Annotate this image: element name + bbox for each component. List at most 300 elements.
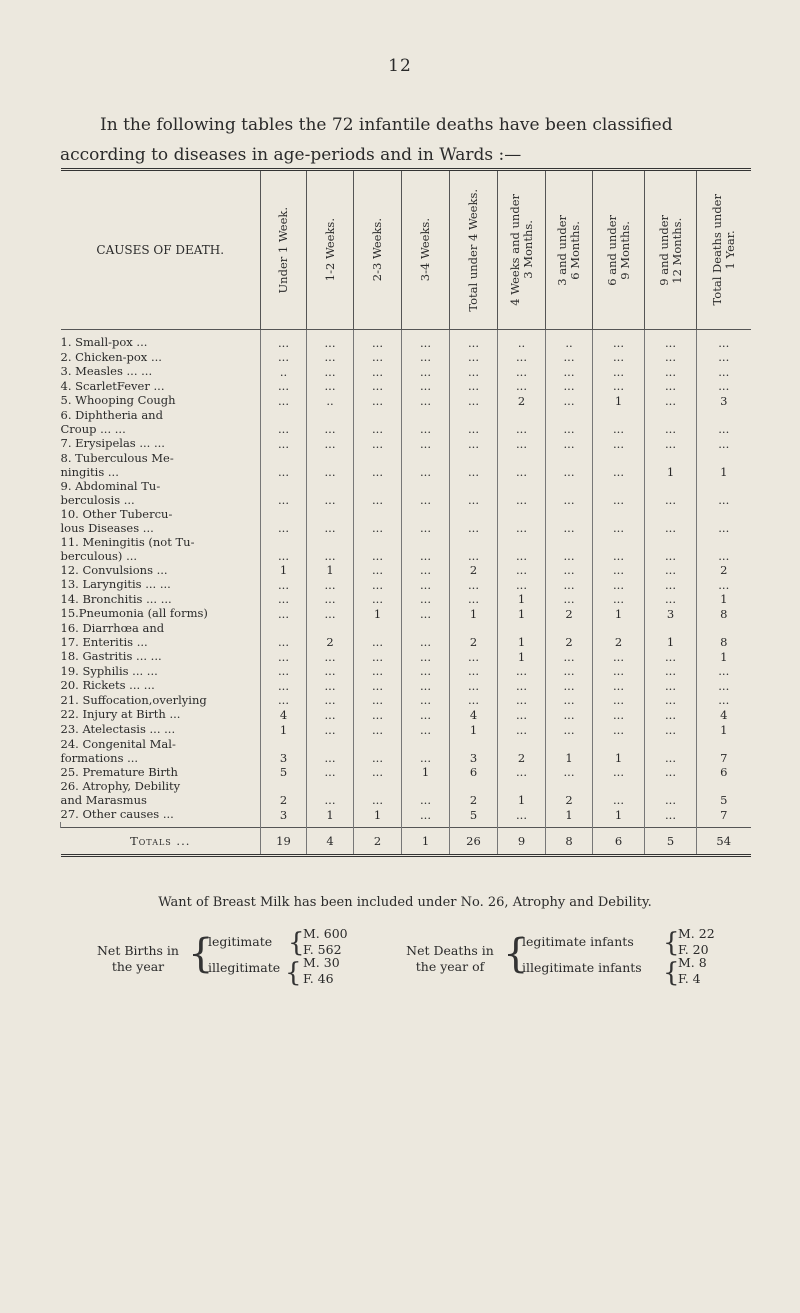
count-cell: ...: [261, 335, 307, 350]
count-cell: 1: [498, 592, 546, 607]
cause-cell: 11. Meningitis (not Tu- berculous) ...: [60, 534, 195, 563]
cause-cell: 26. Atrophy, Debility and Marasmus: [60, 779, 181, 808]
table-row: [61, 436, 751, 451]
header-row: [61, 170, 751, 330]
count-cell: ...: [450, 436, 498, 451]
count-cell: ...: [402, 649, 450, 664]
count-cell: 2: [546, 621, 593, 649]
count-cell: ...: [261, 577, 307, 592]
count-cell: ...: [645, 678, 697, 693]
count-cell: ...: [498, 577, 546, 592]
count-cell: ...: [697, 693, 751, 708]
count-cell: ...: [402, 678, 450, 693]
count-cell: 2: [450, 621, 498, 649]
count-cell: ...: [593, 436, 645, 451]
col-header: 6 and under 9 Months.: [593, 170, 645, 330]
births-legitimate-values: M. 600 F. 562: [303, 926, 348, 957]
count-cell: ...: [645, 364, 697, 379]
count-cell: ...: [402, 737, 450, 765]
cause-cell: 7. Erysipelas ... ...: [60, 435, 165, 450]
count-cell: 1: [307, 563, 354, 578]
count-cell: ...: [354, 364, 402, 379]
count-cell: ...: [261, 451, 307, 479]
total-cell: 54: [697, 827, 751, 855]
count-cell: ..: [261, 364, 307, 379]
count-cell: ...: [498, 436, 546, 451]
col-header: 2-3 Weeks.: [354, 170, 402, 330]
table-row: [61, 606, 751, 621]
count-cell: 1: [645, 621, 697, 649]
cause-cell: 4. ScarletFever ...: [60, 378, 165, 393]
births-illegitimate-values: M. 30 F. 46: [303, 955, 340, 986]
count-cell: ...: [645, 737, 697, 765]
cause-cell: 18. Gastritis ... ...: [60, 648, 162, 663]
count-cell: 1: [697, 722, 751, 737]
count-cell: ...: [402, 621, 450, 649]
count-cell: ...: [546, 722, 593, 737]
count-cell: ...: [593, 507, 645, 535]
count-cell: 1: [498, 621, 546, 649]
count-cell: ...: [593, 592, 645, 607]
cause-cell: 9. Abdominal Tu- berculosis ...: [60, 478, 161, 507]
count-cell: ...: [261, 693, 307, 708]
count-cell: ...: [546, 563, 593, 578]
count-cell: ...: [402, 592, 450, 607]
count-cell: ...: [546, 707, 593, 722]
totals-label: Totals ...: [61, 827, 261, 855]
count-cell: ...: [593, 649, 645, 664]
count-cell: ...: [593, 779, 645, 807]
table-row: [61, 364, 751, 379]
count-cell: ...: [593, 408, 645, 436]
count-cell: ...: [593, 335, 645, 350]
table-row: [61, 693, 751, 708]
count-cell: 1: [645, 451, 697, 479]
count-cell: ...: [402, 707, 450, 722]
count-cell: ...: [450, 664, 498, 679]
count-cell: ...: [261, 379, 307, 394]
count-cell: ...: [593, 350, 645, 365]
count-cell: ...: [498, 707, 546, 722]
count-cell: ...: [307, 649, 354, 664]
count-cell: ...: [307, 707, 354, 722]
count-cell: ...: [261, 621, 307, 649]
cause-cell: 19. Syphilis ... ...: [60, 663, 158, 678]
cause-cell: 14. Bronchitis ... ...: [60, 591, 172, 606]
net-births-label: Net Births in the year: [96, 943, 179, 974]
total-cell: 1: [402, 827, 450, 855]
count-cell: ...: [645, 722, 697, 737]
count-cell: ...: [645, 664, 697, 679]
count-cell: ...: [546, 765, 593, 780]
col-header: 1-2 Weeks.: [307, 170, 354, 330]
count-cell: ...: [402, 807, 450, 822]
count-cell: ...: [450, 535, 498, 563]
count-cell: ...: [354, 451, 402, 479]
count-cell: ...: [498, 765, 546, 780]
count-cell: ...: [645, 535, 697, 563]
count-cell: 2: [307, 621, 354, 649]
count-cell: ...: [450, 408, 498, 436]
count-cell: ...: [307, 408, 354, 436]
count-cell: ...: [261, 592, 307, 607]
count-cell: ...: [450, 335, 498, 350]
count-cell: ...: [546, 379, 593, 394]
table-row: [61, 563, 751, 578]
count-cell: ...: [450, 678, 498, 693]
count-cell: ...: [307, 592, 354, 607]
total-cell: 6: [593, 827, 645, 855]
count-cell: ...: [645, 707, 697, 722]
count-cell: 1: [546, 807, 593, 822]
count-cell: 1: [261, 563, 307, 578]
count-cell: ...: [546, 393, 593, 408]
count-cell: ...: [307, 577, 354, 592]
count-cell: 3: [450, 737, 498, 765]
intro-paragraph: In the following tables the 72 infantile deaths have been classified according to diseases in age-periods and in Wards :—: [60, 115, 673, 165]
count-cell: ...: [498, 535, 546, 563]
count-cell: ...: [354, 535, 402, 563]
count-cell: 2: [450, 563, 498, 578]
brace-icon: {: [663, 928, 680, 958]
count-cell: 1: [593, 606, 645, 621]
count-cell: ...: [697, 507, 751, 535]
table-row: [61, 408, 751, 436]
count-cell: ...: [354, 479, 402, 507]
count-cell: ...: [402, 722, 450, 737]
count-cell: ...: [645, 393, 697, 408]
count-cell: 1: [593, 737, 645, 765]
count-cell: ...: [546, 436, 593, 451]
table-row: [61, 335, 751, 350]
cause-cell: 21. Suffocation,overlying: [60, 692, 207, 707]
col-header: 3-4 Weeks.: [402, 170, 450, 330]
count-cell: ...: [261, 408, 307, 436]
count-cell: ...: [261, 664, 307, 679]
count-cell: ...: [307, 364, 354, 379]
count-cell: ...: [498, 451, 546, 479]
count-cell: 6: [697, 765, 751, 780]
count-cell: ...: [354, 621, 402, 649]
count-cell: 2: [546, 779, 593, 807]
deaths-illegitimate-label: illegitimate infants: [522, 960, 642, 975]
count-cell: ...: [546, 678, 593, 693]
count-cell: ...: [498, 408, 546, 436]
cause-cell: 25. Premature Birth: [60, 764, 178, 779]
count-cell: ...: [354, 779, 402, 807]
cause-cell: 16. Diarrhœa and 17. Enteritis ...: [60, 620, 165, 649]
count-cell: 1: [697, 451, 751, 479]
count-cell: ...: [354, 350, 402, 365]
count-cell: ...: [498, 664, 546, 679]
count-cell: ...: [498, 350, 546, 365]
count-cell: ...: [261, 350, 307, 365]
count-cell: 1: [450, 722, 498, 737]
count-cell: 3: [697, 393, 751, 408]
table-row: [61, 737, 751, 765]
count-cell: ...: [307, 765, 354, 780]
count-cell: ...: [354, 737, 402, 765]
table-row: [61, 592, 751, 607]
deaths-legitimate-values: M. 22 F. 20: [678, 926, 715, 957]
count-cell: ...: [697, 436, 751, 451]
count-cell: ...: [261, 606, 307, 621]
count-cell: ...: [307, 779, 354, 807]
count-cell: ...: [546, 592, 593, 607]
table-row: [61, 621, 751, 649]
cause-cell: 2. Chicken-pox ...: [60, 349, 162, 364]
count-cell: ...: [546, 350, 593, 365]
table-row: [61, 379, 751, 394]
count-cell: ...: [546, 408, 593, 436]
count-cell: ...: [593, 364, 645, 379]
births-illegitimate-label: illegitimate: [208, 960, 281, 975]
count-cell: ...: [307, 451, 354, 479]
count-cell: ...: [546, 535, 593, 563]
count-cell: ...: [697, 350, 751, 365]
col-header: Total under 4 Weeks.: [450, 170, 498, 330]
count-cell: ...: [498, 678, 546, 693]
count-cell: 1: [307, 807, 354, 822]
count-cell: ...: [697, 364, 751, 379]
count-cell: ...: [307, 606, 354, 621]
count-cell: ...: [307, 507, 354, 535]
count-cell: ...: [354, 408, 402, 436]
count-cell: ...: [307, 737, 354, 765]
count-cell: ...: [354, 563, 402, 578]
count-cell: ...: [354, 393, 402, 408]
count-cell: ...: [307, 335, 354, 350]
total-cell: 8: [546, 827, 593, 855]
count-cell: ...: [645, 350, 697, 365]
count-cell: 6: [450, 765, 498, 780]
count-cell: ...: [498, 722, 546, 737]
count-cell: 7: [697, 807, 751, 822]
count-cell: 1: [498, 649, 546, 664]
count-cell: ...: [307, 693, 354, 708]
count-cell: ...: [593, 379, 645, 394]
count-cell: ...: [697, 678, 751, 693]
count-cell: ...: [354, 678, 402, 693]
table-row: [61, 535, 751, 563]
count-cell: 1: [593, 393, 645, 408]
count-cell: 2: [546, 606, 593, 621]
count-cell: ...: [645, 507, 697, 535]
count-cell: ...: [593, 664, 645, 679]
count-cell: ...: [593, 451, 645, 479]
cause-cell: 6. Diphtheria and Croup ... ...: [60, 407, 163, 436]
count-cell: ...: [645, 379, 697, 394]
count-cell: ...: [450, 693, 498, 708]
count-cell: ...: [498, 507, 546, 535]
count-cell: ...: [402, 335, 450, 350]
count-cell: 8: [697, 621, 751, 649]
count-cell: ...: [402, 379, 450, 394]
count-cell: ...: [261, 393, 307, 408]
count-cell: 1: [697, 592, 751, 607]
count-cell: 1: [546, 737, 593, 765]
table-body: [61, 330, 751, 828]
count-cell: ...: [593, 722, 645, 737]
count-cell: ..: [546, 335, 593, 350]
count-cell: ...: [261, 535, 307, 563]
count-cell: ...: [450, 364, 498, 379]
count-cell: ...: [261, 507, 307, 535]
count-cell: ...: [546, 451, 593, 479]
count-cell: ...: [593, 535, 645, 563]
count-cell: ...: [354, 335, 402, 350]
count-cell: ...: [307, 664, 354, 679]
table-row: [61, 722, 751, 737]
cause-cell: 23. Atelectasis ... ...: [60, 721, 176, 736]
count-cell: ...: [450, 451, 498, 479]
count-cell: 2: [498, 737, 546, 765]
count-cell: ...: [697, 408, 751, 436]
count-cell: ...: [546, 577, 593, 592]
count-cell: 2: [498, 393, 546, 408]
count-cell: 1: [498, 606, 546, 621]
count-cell: ...: [354, 664, 402, 679]
count-cell: ...: [546, 507, 593, 535]
count-cell: ...: [354, 592, 402, 607]
count-cell: ...: [593, 693, 645, 708]
count-cell: 1: [697, 649, 751, 664]
table-row: [61, 393, 751, 408]
count-cell: 2: [593, 621, 645, 649]
count-cell: 7: [697, 737, 751, 765]
count-cell: 4: [697, 707, 751, 722]
count-cell: ...: [498, 479, 546, 507]
cause-cell: 13. Laryngitis ... ...: [60, 577, 171, 592]
count-cell: ...: [354, 379, 402, 394]
count-cell: ...: [546, 479, 593, 507]
col-header: 3 and under 6 Months.: [546, 170, 593, 330]
count-cell: ...: [450, 379, 498, 394]
deaths-illegitimate-values: M. 8 F. 4: [678, 955, 707, 986]
col-header: Total Deaths under 1 Year.: [697, 170, 751, 330]
count-cell: ...: [354, 693, 402, 708]
table-row: [61, 479, 751, 507]
infant-deaths-table: [60, 168, 751, 857]
count-cell: ...: [546, 664, 593, 679]
count-cell: ...: [697, 535, 751, 563]
count-cell: ...: [402, 451, 450, 479]
total-cell: 19: [261, 827, 307, 855]
page-number: 12: [388, 56, 412, 76]
count-cell: ...: [498, 379, 546, 394]
count-cell: ...: [645, 765, 697, 780]
count-cell: 5: [450, 807, 498, 822]
count-cell: ...: [261, 678, 307, 693]
count-cell: ...: [354, 507, 402, 535]
count-cell: ...: [498, 563, 546, 578]
table-row: [61, 350, 751, 365]
count-cell: ...: [593, 678, 645, 693]
table-row: [61, 649, 751, 664]
count-cell: ...: [354, 436, 402, 451]
count-cell: ...: [402, 408, 450, 436]
brace-icon: {: [285, 958, 302, 988]
brace-icon: {: [663, 958, 680, 988]
count-cell: 1: [498, 779, 546, 807]
count-cell: ...: [402, 350, 450, 365]
count-cell: 1: [450, 606, 498, 621]
causes-header: CAUSES OF DEATH.: [61, 170, 261, 330]
count-cell: ...: [402, 693, 450, 708]
count-cell: ...: [450, 507, 498, 535]
count-cell: 3: [261, 807, 307, 822]
count-cell: 5: [261, 765, 307, 780]
count-cell: ...: [354, 765, 402, 780]
table-row: [61, 577, 751, 592]
cause-cell: 8. Tuberculous Me- ningitis ...: [60, 450, 174, 479]
count-cell: ...: [645, 479, 697, 507]
count-cell: 1: [402, 765, 450, 780]
total-cell: 4: [307, 827, 354, 855]
count-cell: ..: [498, 335, 546, 350]
total-cell: 5: [645, 827, 697, 855]
count-cell: 4: [261, 707, 307, 722]
count-cell: ...: [307, 678, 354, 693]
net-deaths-label: Net Deaths in the year of: [406, 943, 494, 974]
count-cell: ...: [546, 693, 593, 708]
count-cell: ...: [402, 563, 450, 578]
brace-icon: {: [188, 931, 214, 977]
count-cell: ...: [593, 577, 645, 592]
count-cell: ...: [697, 577, 751, 592]
count-cell: ...: [697, 379, 751, 394]
cause-cell: 1. Small-pox ...: [60, 335, 148, 349]
count-cell: ...: [354, 649, 402, 664]
count-cell: ...: [697, 664, 751, 679]
count-cell: ...: [307, 722, 354, 737]
count-cell: ..: [307, 393, 354, 408]
count-cell: 1: [354, 807, 402, 822]
totals-row: [61, 827, 751, 855]
count-cell: ...: [546, 364, 593, 379]
count-cell: ...: [645, 592, 697, 607]
count-cell: ...: [498, 693, 546, 708]
count-cell: ...: [402, 535, 450, 563]
count-cell: ...: [645, 563, 697, 578]
cause-cell: 15.Pneumonia (all forms): [60, 606, 208, 621]
count-cell: ...: [402, 393, 450, 408]
total-cell: 26: [450, 827, 498, 855]
count-cell: ...: [645, 408, 697, 436]
col-header: Under 1 Week.: [261, 170, 307, 330]
count-cell: ...: [450, 592, 498, 607]
count-cell: ...: [307, 436, 354, 451]
count-cell: ...: [697, 335, 751, 350]
cause-cell: 12. Convulsions ...: [60, 562, 168, 577]
count-cell: ...: [307, 350, 354, 365]
count-cell: ...: [261, 479, 307, 507]
count-cell: ...: [645, 649, 697, 664]
total-cell: 2: [354, 827, 402, 855]
count-cell: 1: [593, 807, 645, 822]
count-cell: 3: [645, 606, 697, 621]
cause-cell: 10. Other Tubercu- lous Diseases ...: [60, 506, 173, 535]
count-cell: ...: [402, 507, 450, 535]
total-cell: 9: [498, 827, 546, 855]
count-cell: ...: [307, 535, 354, 563]
cause-cell: 24. Congenital Mal- formations ...: [60, 736, 176, 765]
cause-cell: 27. Other causes ...: [60, 807, 174, 822]
count-cell: 8: [697, 606, 751, 621]
count-cell: ...: [307, 479, 354, 507]
table-row: [61, 765, 751, 780]
table-row: [61, 507, 751, 535]
